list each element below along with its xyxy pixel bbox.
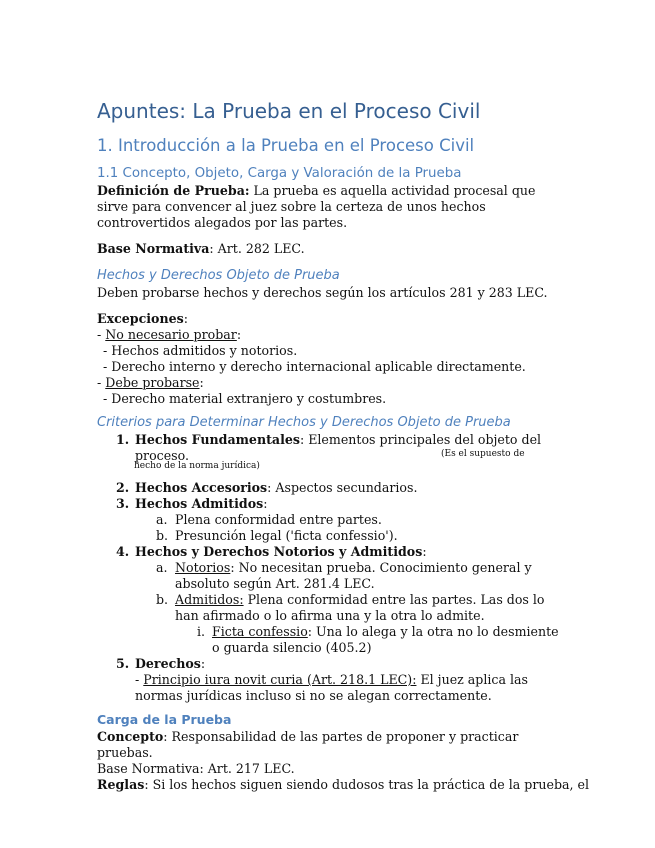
section-heading: 1. Introducción a la Prueba en el Proceso Civil	[97, 136, 475, 155]
sub-item: a. Notorios: No necesitan prueba. Conocimiento general y absoluto según Art. 281.4 LEC.	[156, 560, 532, 591]
list-item: - Derecho interno y derecho internacional aplicable directamente.	[103, 359, 526, 374]
debe-probarse-label: Debe probarse	[105, 375, 200, 390]
criterio-label: Hechos y Derechos Notorios y Admitidos	[135, 544, 423, 559]
criterio-label: Hechos Admitidos	[135, 496, 264, 511]
sub-item: a. Plena conformidad entre partes.	[156, 512, 382, 527]
carga-base-paragraph: Base Normativa: Art. 217 LEC.	[97, 761, 295, 776]
handwritten-note: (Es el supuesto de hecho de la norma jurídica)	[134, 449, 525, 471]
definition-label: Definición de Prueba:	[97, 183, 250, 198]
no-necesario-label: No necesario probar	[105, 327, 237, 342]
base-label: Base Normativa	[97, 241, 210, 256]
excepciones-label-line: Excepciones:	[97, 311, 188, 326]
subsection-heading: 1.1 Concepto, Objeto, Carga y Valoración de la Prueba	[97, 166, 462, 181]
sub-item: b. Admitidos: Plena conformidad entre las partes. Las dos lo han afirmado o lo afirma una y la otra lo admite.	[156, 592, 545, 623]
criterio-label: Hechos Accesorios	[135, 480, 268, 495]
criterio-label: Hechos Fundamentales	[135, 432, 300, 447]
excepciones-label: Excepciones	[97, 311, 184, 326]
sub-item: b. Presunción legal ('ficta confessio').	[156, 528, 398, 543]
list-item: - Hechos admitidos y notorios.	[103, 343, 298, 358]
concepto-paragraph: Concepto: Responsabilidad de las partes de proponer y practicar pruebas.	[97, 729, 519, 760]
debe-probarse-line: - Debe probarse:	[97, 375, 204, 390]
sub-sub-item: i. Ficta confessio: Una lo alega y la otra no lo desmiente o guarda silencio (405.2)	[197, 624, 559, 655]
document-title: Apuntes: La Prueba en el Proceso Civil	[97, 99, 481, 123]
definition-text: La prueba es aquella actividad procesal que sirve para convencer al juez sobre la certeza de unos hechos controvertidos alegados por las partes.	[97, 183, 536, 230]
criterio-item-3: 3. Hechos Admitidos:	[116, 496, 268, 511]
criterio-label: Derechos	[135, 656, 201, 671]
base-normativa-paragraph	[97, 241, 567, 257]
criterio-item-5: 5. Derechos: - Principio iura novit curia (Art. 218.1 LEC): El juez aplica las normas jurídicas incluso si no se alegan correctamente.	[116, 656, 528, 703]
list-item: - Derecho material extranjero y costumbres.	[103, 391, 387, 406]
criterio-item-4: 4. Hechos y Derechos Notorios y Admitidos:	[116, 544, 427, 559]
criterios-heading: Criterios para Determinar Hechos y Derechos Objeto de Prueba	[97, 415, 511, 430]
document-body	[97, 98, 589, 793]
reglas-paragraph: Reglas: Si los hechos siguen siendo dudosos tras la práctica de la prueba, el	[97, 777, 589, 792]
carga-heading: Carga de la Prueba	[97, 712, 232, 727]
criterio-item-1: 1. Hechos Fundamentales: Elementos principales del objeto del proceso. (Es el supuesto de hecho de la norma jurídica)	[97, 432, 567, 476]
criterio-item-2: 2. Hechos Accesorios: Aspectos secundarios.	[116, 480, 418, 495]
hechos-paragraph: Deben probarse hechos y derechos según los artículos 281 y 283 LEC.	[97, 285, 548, 300]
hechos-heading: Hechos y Derechos Objeto de Prueba	[97, 268, 340, 283]
base-text: : Art. 282 LEC.	[209, 241, 305, 256]
no-necesario-line: - No necesario probar:	[97, 327, 242, 342]
definition-paragraph	[97, 183, 567, 231]
